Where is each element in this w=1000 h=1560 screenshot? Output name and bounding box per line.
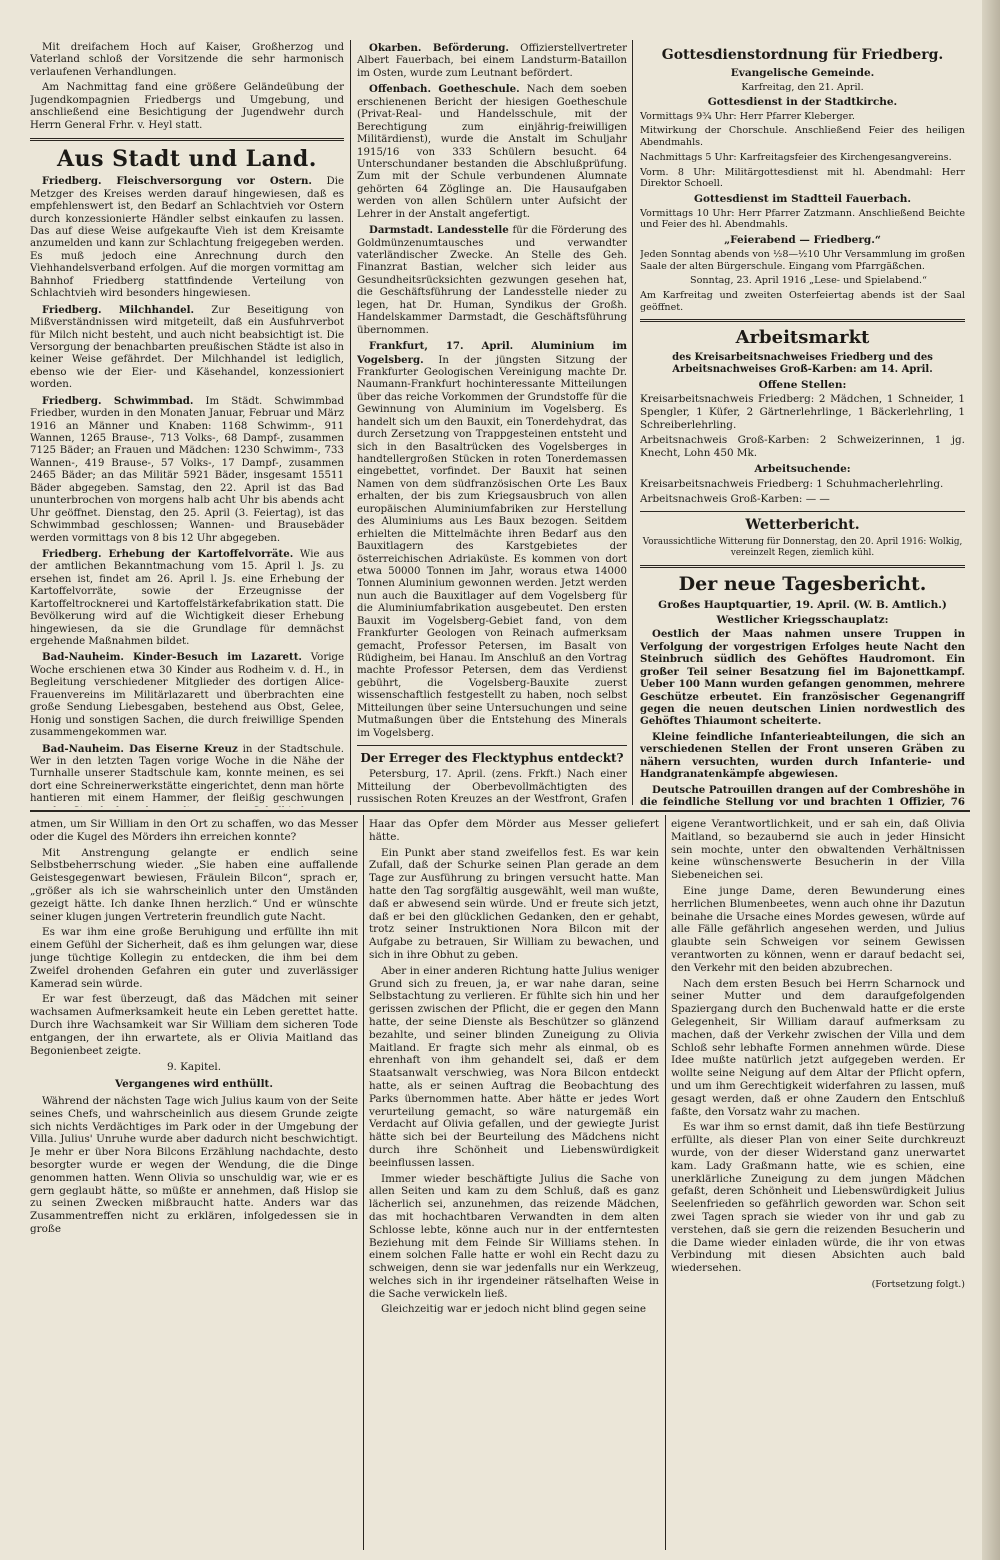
fauerbach-head: Gottesdienst im Stadtteil Fauerbach. xyxy=(693,192,912,205)
kreis-friedberg-offen: Kreisarbeitsnachweis Friedberg: 2 Mädchen, 1 Schneider, 1 Spengler, 1 Küfer, 2 Gärtnerlehrlinge, 1 Bäckerlehrling, 1 Schreiberlehrling. xyxy=(640,393,965,431)
news-item xyxy=(357,340,627,740)
ev-line: Vormittags 9¾ Uhr: Herr Pfarrer Kleberger. xyxy=(640,110,855,122)
feuilleton-column-2 xyxy=(369,818,659,1553)
news-item-head: Okarben. Beförderung. xyxy=(369,42,509,54)
gross-karben-such: Arbeitsnachweis Groß-Karben: — — xyxy=(640,493,830,506)
feierabend-line: Jeden Sonntag abends von ½8—½10 Uhr Versammlung im großen Saale der alten Bürgerschule. Eingang vom Pfarrgäßchen. xyxy=(640,248,965,272)
news-item-head: Frankfurt, 17. April. Aluminium im Vogelsberg. xyxy=(357,340,627,366)
feuilleton-paragraph: Während der nächsten Tage wich Julius kaum von der Seite seines Chefs, und wahrscheinlich aus diesem Grunde zeigte sich nichts Verdächtiges im Park oder in der Umgebung der Villa. Julius' Unruhe wurde aber dadurch nicht beschwichtigt. Je mehr er über Nora Bilcons Erzählung nachdachte, desto besorgter wurde er wegen der Wendung, die die Dinge genommen hatten. Wenn Olivia so unschuldig war, wie er es gern geglaubt hätte, so müßte er annehmen, daß Hislop sie zu seinen Zwecken mißbraucht hatte. Anders war das Zusammentreffen nicht zu erklären, infolgedessen sie in große xyxy=(30,1094,358,1235)
column-rule xyxy=(632,40,633,805)
feierabend-line: Am Karfreitag und zweiten Osterfeiertag abends ist der Saal geöffnet. xyxy=(640,290,965,313)
stadtkirche-head: Gottesdienst in der Stadtkirche. xyxy=(707,95,898,108)
tagesbericht-sub: Großes Hauptquartier, 19. April. (W. B. Amtlich.) xyxy=(658,598,947,611)
feierabend-line: Sonntag, 23. April 1916 „Lese- und Spielabend.“ xyxy=(690,275,927,287)
fortsetzung-folgt: (Fortsetzung folgt.) xyxy=(871,1278,965,1290)
news-item-head: Darmstadt. Landesstelle xyxy=(369,224,509,237)
divider xyxy=(357,745,627,746)
news-item-head: Friedberg. Milchhandel. xyxy=(42,303,195,316)
news-item-text: Vorige Woche erschienen etwa 30 Kinder aus Rodheim v. d. H., in Begleitung verschiedener Mitglieder des dortigen Alice-Frauenvereins im Militärlazarett und überbrachten eine große Sendung Liebesgaben, bestehend aus Obst, Gelee, Honig und sonstigen Sachen, die durch freiwillige Spenden zusammengekommen war. xyxy=(30,652,344,739)
feierabend-head: „Feierabend — Friedberg.“ xyxy=(724,234,881,247)
feuilleton-paragraph: Gleichzeitig war er jedoch nicht blind gegen seine xyxy=(381,1303,647,1316)
column-rule xyxy=(363,815,364,1550)
divider xyxy=(640,565,965,568)
feuilleton-paragraph: Haar das Opfer dem Mörder aus Messer geliefert hätte. xyxy=(369,818,659,843)
feuilleton-paragraph: Immer wieder beschäftigte Julius die Sache von allen Seiten und kam zu dem Schluß, daß es ganz lächerlich sei, anzunehmen, das reizende Mädchen, das mit hochachtbaren Verwandten in dem alten Schlosse lebte, könne auch nur in der entferntesten Beziehung mit dem Feinde Sir Williams stehen. In einem solchen Falle hatte er wohl ein Recht dazu zu schweigen, denn sie war jedenfalls nur ein Werkzeug, welches sich in ihr irgendeiner rätselhaften Weise in die Sache verwickeln ließ. xyxy=(369,1172,659,1300)
offene-stellen: Offene Stellen: xyxy=(758,378,847,391)
news-item xyxy=(30,651,344,739)
gross-karben-offen: Arbeitsnachweis Groß-Karben: 2 Schweizerinnen, 1 jg. Knecht, Lohn 450 Mk. xyxy=(640,434,965,460)
divider xyxy=(640,511,965,512)
divider xyxy=(640,319,965,322)
ev-date: Karfreitag, den 21. April. xyxy=(741,82,864,94)
kapitel-number: 9. Kapitel. xyxy=(166,1061,222,1074)
news-item xyxy=(30,743,344,808)
feuilleton-paragraph: Es war ihm eine große Beruhigung und erfüllte ihn mit einem Gefühl der Sicherheit, daß es ihm gelungen war, diese junge tüchtige Kollegin zu entdecken, die ihm bei dem Zweifel drohenden Gefahren ein guter und zuverlässiger Kamerad sein würde. xyxy=(30,926,358,990)
news-item-head: Offenbach. Goetheschule. xyxy=(369,83,520,96)
ev-line: Vorm. 8 Uhr: Militärgottesdienst mit hl. Abendmahl: Herr Direktor Schoell. xyxy=(640,166,965,190)
feuilleton-paragraph: Aber in einer anderen Richtung hatte Julius weniger Grund sich zu freuen, ja, er war nahe daran, seine Selbstachtung zu verlieren. Er fühlte sich hin und her gerissen zwischen der Pflicht, die er gegen den Mann hatte, der seine Dienste als Beschützer so glänzend bezahlte, und seiner blinden Zuneigung zu Olivia Maitland. Er fragte sich mehr als einmal, ob es ehrenhaft von ihm gehandelt sei, daß er dem Staatsanwalt verschwieg, was Nora Bilcon entdeckt hatte, als er seinen Auftrag die Beobachtung des Parks übernommen hatte. Aber hätte er jedes Wort verurteilung gemacht, so wäre naturgemäß ein Verdacht auf Olivia gefallen, und der gewiegte Jurist hätte sich bei der Beurteilung des Mädchens nicht durch ihre Schönheit und Liebenswürdigkeit beeinflussen lassen. xyxy=(369,964,659,1169)
column-2 xyxy=(357,42,627,807)
news-item xyxy=(30,548,344,649)
feuilleton-rule xyxy=(30,810,970,812)
feuilleton-paragraph: Eine junge Dame, deren Bewunderung eines herrlichen Blumenbeetes, wenn auch ohne ihr Dazutun beinahe die Ursache eines Mordes gewesen, würde auf alle Fälle gefährlich angesehen werden, und Julius glaubte sein Schweigen vor seinem Gewissen verantworten zu können, wenn er darauf bedacht sei, den Verkehr mit den beiden abzubrechen. xyxy=(671,884,965,974)
divider xyxy=(30,138,344,141)
feuilleton-paragraph: Nach dem ersten Besuch bei Herrn Scharnock und seiner Mutter und dem daraufgefolgenden Spaziergang durch den Buchenwald hatte er die erste Gelegenheit, Sir William darauf aufmerksam zu machen, daß der Verkehr zwischen der Villa und dem Schloß sehr lebhafte Formen annehmen würde. Diese Idee mußte natürlich jetzt aufgegeben werden. Er wollte seine Neigung auf dem Altar der Pflicht opfern, und um ihm Gerechtigkeit widerfahren zu lassen, muß gesagt werden, daß er ohne Zaudern den Entschluß faßte, den Vorsatz wahr zu machen. xyxy=(671,977,965,1118)
west-head: Westlicher Kriegsschauplatz: xyxy=(716,613,889,626)
news-item-text: Zur Beseitigung von Mißverständnissen wird mitgeteilt, daß ein Ausfuhrverbot für Milch nicht besteht, und auch nicht beabsichtigt ist. Die Versorgung der benachbarten preußischen Städte ist also in keiner Weise gefährdet. Der Milchhandel ist lediglich, ebenso wie der Eier- und Käsehandel, konzessioniert worden. xyxy=(30,304,344,391)
wetter-text: Voraussichtliche Witterung für Donnerstag, den 20. April 1916: Wolkig, vereinzelt Regen, ziemlich kühl. xyxy=(642,537,963,559)
news-item xyxy=(30,175,344,300)
news-item xyxy=(357,83,627,221)
feuilleton-paragraph: Mit Anstrengung gelangte er endlich seine Selbstbeherrschung wieder. „Sie haben eine auffallende Geistesgegenwart bewiesen, Fräulein Bilcon“, sprach er, „größer als ich sie wahrscheinlich unter den Umständen gezeigt hätte. Ich danke Ihnen herzlich.“ Und er wünschte seiner klugen jungen Vertreterin freundlich gute Nacht. xyxy=(30,846,358,923)
fauerbach-line: Vormittags 10 Uhr: Herr Pfarrer Zatzmann. Anschließend Beichte und Feier des hl. Abendmahls. xyxy=(640,207,965,231)
news-item-text: Wie aus der amtlichen Bekanntmachung vom 15. April l. Js. zu ersehen ist, findet am 26. April l. Js. eine Erhebung der Kartoffelvorräte, sowie der Erzeugnisse der Kartoffeltrocknerei und Kartoffelstärkefabrikation statt. Die Bevölkerung wird auf die Wichtigkeit dieser Erhebung hingewiesen, da sie die Grundlage für demnächst ergehende Maßnahmen bildet. xyxy=(30,548,344,647)
flecktyphus-title: Der Erreger des Flecktyphus entdeckt? xyxy=(360,751,624,766)
gottesdienst-title: Gottesdienstordnung für Friedberg. xyxy=(661,47,944,63)
feuilleton-column-1 xyxy=(30,818,358,1553)
section-title-aus-stadt-und-land: Aus Stadt und Land. xyxy=(57,146,317,173)
news-item-text: Nach dem soeben erschienenen Bericht der hiesigen Goetheschule (Privat-Real- und Handelsschule, mit der Berechtigung zum einjährig-freiwilligen Militärdienst), wurde die Anstalt im Schuljahr 1915/16 von 333 Schülern besucht. 64 Unterschundaner bestanden die Abschlußprüfung. Zum mit der Schule verbundenen Alumnate gehörten 64 Zöglinge an. Die Hausaufgaben werden von allen Schülern unter Aufsicht der Lehrer in der Anstalt angefertigt. xyxy=(357,84,627,220)
tagesbericht-title: Der neue Tagesbericht. xyxy=(678,572,927,595)
arbeitsmarkt-title: Arbeitsmarkt xyxy=(735,327,870,349)
intro-paragraph: Mit dreifachem Hoch auf Kaiser, Großherzog und Vaterland schloß der Vorsitzende die sehr harmonisch verlaufenen Verhandlungen. xyxy=(30,42,344,78)
kreis-friedberg-such: Kreisarbeitsnachweis Friedberg: 1 Schuhmacherlehrling. xyxy=(640,477,944,490)
kapitel-title: Vergangenes wird enthüllt. xyxy=(115,1078,273,1091)
news-item-head: Bad-Nauheim. Das Eiserne Kreuz xyxy=(42,742,238,755)
ev-line: Nachmittags 5 Uhr: Karfreitagsfeier des Kirchengesangvereins. xyxy=(640,151,952,163)
news-item xyxy=(30,395,344,545)
west-text: Kleine feindliche Infanterieabteilungen, die sich an verschiedenen Stellen der Front unseren Gräben zu nähern versuchten, wurden durch Infanterie- und Handgranatenkämpfe abgewiesen. xyxy=(640,730,965,781)
news-item-head: Friedberg. Erhebung der Kartoffelvorräte. xyxy=(42,547,294,560)
feuilleton-paragraph: Er war fest überzeugt, daß das Mädchen mit seiner wachsamen Aufmerksamkeit heute ein Leben gerettet hatte. Durch ihre Wachsamkeit war Sir William dem sicheren Tode entgangen, der ihn erwartete, als er Olivia Maitland das Begonienbeet zeigte. xyxy=(30,993,358,1057)
feuilleton-paragraph: eigene Verantwortlichkeit, und er sah ein, daß Olivia Maitland, so bezaubernd sie auch in jeder Hinsicht sein mochte, unter den obwaltenden Verhältnissen keine wünschenswerte Besucherin in der Villa Siebeneichen sei. xyxy=(671,818,965,882)
column-rule xyxy=(350,40,351,805)
news-item-text: Im Städt. Schwimmbad Friedber, wurden in den Monaten Januar, Februar und März 1916 an Männer und Knaben: 1168 Schwimm-, 911 Wannen, 1265 Brause-, 713 Volks-, 68 Dampf-, zusammen 7125 Bäder; an Frauen und Mädchen: 1230 Schwimm-, 733 Wannen-, 419 Brause-, 57 Volks-, 17 Dampf-, zusammen 2465 Bäder; an das Militär 5921 Bäder, insgesamt 15511 Bäder abgegeben. Samstag, den 22. April ist das Bad ununterbrochen von morgens halb acht Uhr bis abends acht Uhr geöffnet. Dienstag, den 25. April (3. Feiertag), ist das Schwimmbad geschlossen; Wannen- und Brausebäder werden vormittags von 8 bis 12 Uhr abgegeben. xyxy=(30,395,344,544)
west-text: Deutsche Patrouillen drangen auf der Combreshöhe in die feindliche Stellung vor und brachten 1 Offizier, 76 xyxy=(640,783,965,807)
intro-paragraph: Am Nachmittag fand eine größere Geländeübung der Jugendkompagnien Friedbergs und Umgebung, und anschließend eine Besichtigung der Jugendwehr durch Herrn General Frhr. v. Heyl statt. xyxy=(30,82,344,131)
feuilleton-paragraph: Ein Punkt aber stand zweifellos fest. Es war kein Zufall, daß der Schurke seinen Plan gerade an dem Tage zur Ausführung zu bringen versucht hatte. Man hatte den Tag sorgfältig ausgewählt, weil man wußte, daß er abwesend sein würde. Und er freute sich jetzt, daß er bei den glücklichen Gedanken, den er gehabt, trotz seiner Instruktionen Nora Bilcon mit der Aufgabe zu betrauen, Sir William zu bewachen, und sich in ihre Obhut zu geben. xyxy=(369,846,659,961)
page-gutter xyxy=(982,0,1000,1560)
news-item xyxy=(357,42,627,80)
column-1 xyxy=(30,42,344,807)
column-rule xyxy=(665,815,666,1550)
news-item-text: in der Stadtschule. Wer in den letzten Tagen vorige Woche in die Nähe der Turnhalle unserer Stadtschule kam, konnte meinen, es sei dort eine Schreinerwerkstätte eingerichtet, denn man hörte hantieren mit einem Hammer, der fleißig geschwungen xyxy=(30,743,344,805)
news-item-head: Bad-Nauheim. Kinder-Besuch im Lazarett. xyxy=(42,651,302,664)
ev-line: Mitwirkung der Chorschule. Anschließend Feier des heiligen Abendmahls. xyxy=(640,125,965,149)
west-text: Oestlich der Maas nahmen unsere Truppen in Verfolgung der vorgestrigen Erfolges heute Nacht den Steinbruch südlich des Gehöftes Haudromont. Ein großer Teil seiner Besatzung fiel im Bajonettkampf. Ueber 100 Mann wurden gefangen genommen, mehrere Geschütze erbeutet. Ein französischer Gegenangriff gegen die neuen deutschen Linien nordwestlich des Gehöftes Thiaumont scheiterte. xyxy=(640,628,965,728)
news-item xyxy=(30,304,344,392)
news-item-text: Die Metzger des Kreises werden darauf hingewiesen, daß es empfehlenswert ist, den Bedarf an Schlachtvieh vor Ostern durch konzessionierte Händler selbst einkaufen zu lassen. Das auf diese Weise aufgekaufte Vieh ist dem Kreisamte anzumelden und kann zur Schlachtung freigegeben werden. Es muß jedoch eine Anrechnung durch den Viehhandelsverband erfolgen. Auf die morgen vormittag am Bahnhof Friedberg stattfindende Verteilung von Schlachtvieh wird besonders hingewiesen. xyxy=(30,176,344,300)
news-item-head: Friedberg. Fleischversorgung vor Ostern. xyxy=(42,175,312,188)
news-item-text: für die Förderung des Goldmünzenumtausches und verwandter vaterländischer Zwecke. An Stelle des Geh. Finanzrat Bastian, welcher sich leider aus Gesundheitsrücksichten gezwungen gesehen hat, die Geschäftsführung der Landesstelle nieder zu legen, hat Dr. Human, Syndikus der Großh. Handelskammer Darmstadt, die Geschäftsführung übernommen. xyxy=(357,225,627,336)
arbeitsuchende: Arbeitsuchende: xyxy=(754,462,851,475)
feuilleton-paragraph: atmen, um Sir William in den Ort zu schaffen, wo das Messer oder die Kugel des Mörders ihn erreichen konnte? xyxy=(30,818,358,843)
column-3 xyxy=(640,42,965,807)
wetter-title: Wetterbericht. xyxy=(745,517,860,533)
ev-head: Evangelische Gemeinde. xyxy=(730,67,875,80)
news-item-text: Offizierstellvertreter Albert Fauerbach, bei einem Landsturm-Bataillon im Osten, wurde zum Leutnant befördert. xyxy=(357,43,627,79)
news-item xyxy=(357,224,627,337)
arbeitsmarkt-sub: des Kreisarbeitsnachweises Friedberg und des Arbeitsnachweises Groß-Karben: am 14. April. xyxy=(672,352,933,376)
flecktyphus-text: Petersburg, 17. April. (zens. Frkft.) Nach einer Mitteilung der Oberbevollmächtigten des russischen Roten Kreuzes an der Westfront, Grafen xyxy=(357,769,627,806)
news-item-text: In der jüngsten Sitzung der Frankfurter Geologischen Vereinigung machte Dr. Naumann-Frankfurt hochinteressante Mitteilungen über das reiche Vorkommen der Grundstoffe für die Gewinnung von Aluminium im Vogelsberg. Es handelt sich um den Bauxit, ein Tonerdehydrat, das durch Zersetzung von Trappgesteinen entsteht und sich in den Basaltrücken des Vogelsberges in handtellergroßen Stücken in roten Tonerdemassen eingebettet, vorfindet. Der Bauxit hat seinen Namen von dem südfranzösischen Orte Les Baux erhalten, der bis zum Kriegsausbruch von allen europäischen Aluminiumfabriken zur Herstellung des Aluminiums aus Les Baux bezogen. Seitdem erhielten die Mittelmächte ihren Bedarf aus den Bauxitlagern des Karstgebietes der österreichischen Adriaküste. Es kommen von dort etwa 50000 Tonnen im Jahr, woraus etwa 14000 Tonnen Aluminium gewonnen werden. Jetzt werden nun auch die Bauxitlager auf dem Vogelsberg für die Aluminiumfabrikation ausgebeutet. Den ersten Bauxit im Vogelsberg-Gebiet fand, von dem Frankfurter Geologen von Reinach aufmerksam gemacht, Professor Petersen, im Basalt von Rüdigheim, bei Hanau. Im Anschluß an den Vortrag machte Professor Petersen, dem das Verdienst gebührt, die Vogelsberg-Bauxite zuerst wissenschaftlich festgestellt zu haben, noch selbst Mitteilungen über seine Untersuchungen und seine Mutmaßungen über die Entstehung des Minerals im Vogelsberg. xyxy=(357,354,627,739)
feuilleton-column-3 xyxy=(671,818,965,1553)
news-item-head: Friedberg. Schwimmbad. xyxy=(42,394,194,407)
feuilleton-paragraph: Es war ihm so ernst damit, daß ihn tiefe Bestürzung erfüllte, als dieser Plan von einer Seite durchkreuzt wurde, von der dieser Widerstand ganz unerwartet kam. Lady Graßmann hatte, wie es schien, eine unerklärliche Zuneigung zu dem jungen Mädchen gefaßt, deren Schönheit und Liebenswürdigkeit Julius Seelenfrieden so gefährlich geworden war. Schon seit zwei Tagen sprach sie wieder von ihr und gab zu verstehen, daß sie gern die reizenden Besucherin und die Dame wieder einladen würde, die ihr von etwas Verbindung mit diesen Absichten auch bald wiedersehen. xyxy=(671,1121,965,1275)
